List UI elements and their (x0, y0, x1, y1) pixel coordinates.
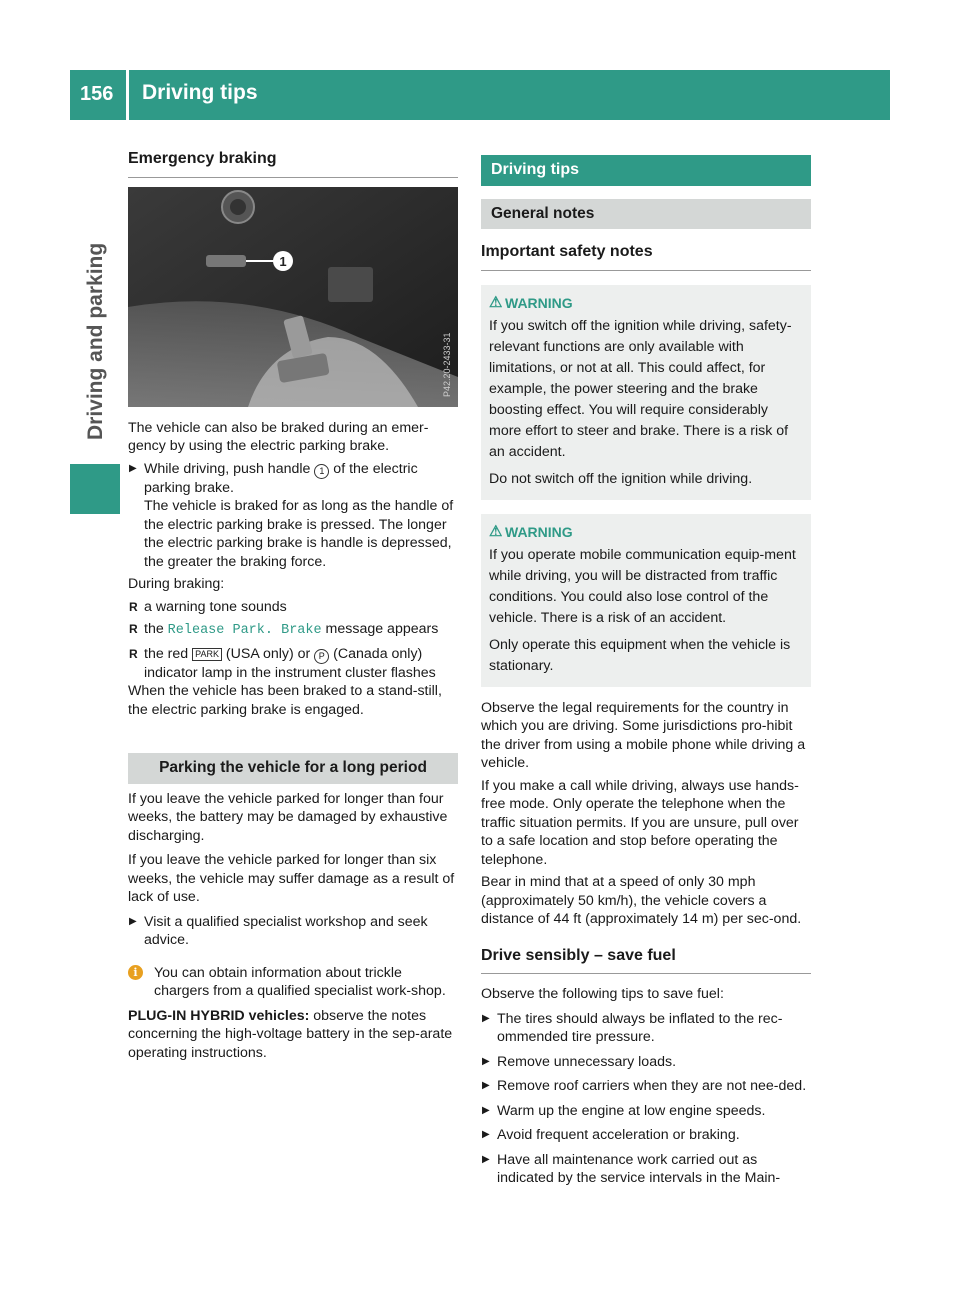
save-fuel-heading: Drive sensibly – save fuel (481, 947, 811, 975)
warning-box-ignition (481, 285, 811, 500)
warning-text: If you operate mobile communication equip-ment while driving, you will be distracted from traffic conditions. You could also lose control of the vehicle. There is a risk of an accident. (489, 546, 796, 626)
park-indicator-icon: PARK (192, 648, 222, 661)
fuel-step-text: Have all maintenance work carried out as indicated by the service intervals in the Main- (497, 1151, 781, 1186)
park-paragraph-2: If you leave the vehicle parked for longer than six weeks, the vehicle may suffer damage as a result of lack of use. (128, 852, 455, 905)
fuel-step-text: The tires should always be inflated to the rec-ommended tire pressure. (497, 1010, 783, 1045)
safety-notes-heading: Important safety notes (481, 243, 811, 271)
emergency-braking-heading: Emergency braking (128, 150, 458, 178)
bullet-text: a warning tone sounds (144, 598, 287, 615)
fuel-step-text: Avoid frequent acceleration or braking. (497, 1127, 740, 1143)
handsfree-paragraph: If you make a call while driving, always use hands-free mode. Only operate the telephone when the traffic situation permits. If you are unsure, pull over to a safe location and stop before operating the telephone. (481, 777, 799, 868)
park-paragraph-1: If you leave the vehicle parked for longer than four weeks, the battery may be damaged by exhaustive discharging. (128, 790, 448, 844)
photo-callout-number: 1 (279, 253, 287, 269)
list-item (128, 620, 458, 641)
list-item (128, 645, 458, 683)
right-column (481, 155, 811, 1188)
page-number: 156 (80, 83, 114, 105)
fuel-step-text: Warm up the engine at low engine speeds. (497, 1102, 766, 1119)
list-item (481, 1102, 811, 1121)
step-text-b: of the electric parking brake. (144, 460, 418, 496)
info-text: You can obtain information about trickle chargers from a qualified specialist work-shop. (154, 964, 446, 999)
bullet-text-c: (Canada only) indicator lamp in the instrument cluster flashes (144, 645, 436, 681)
legal-paragraph: Observe the legal requirements for the country in which you are driving. Some jurisdictions pro-hibit the driver from using a mobile phone while driving a vehicle. (481, 699, 806, 771)
bullet-text-a: the (144, 621, 168, 637)
list-item (481, 1126, 811, 1145)
step-note: The vehicle is braked for as long as the handle of the electric parking brake is pressed. The longer the electric parking brake is handle is depressed, the greater the braking force. (144, 498, 454, 570)
warning-label: WARNING (505, 294, 573, 311)
warning-label: WARNING (505, 523, 573, 540)
step-text-a: While driving, push handle (144, 460, 315, 477)
fuel-intro: Observe the following tips to save fuel: (481, 986, 724, 1002)
left-column (128, 150, 458, 1062)
driving-tips-section-title: Driving tips (481, 155, 811, 186)
standstill-text: When the vehicle has been braked to a stand-still, the electric parking brake is engaged. (128, 683, 442, 718)
park-step-text: Visit a qualified specialist workshop and seek advice. (144, 913, 428, 948)
warning-triangle-icon: ⚠ (489, 293, 503, 311)
parking-brake-photo (128, 187, 458, 407)
park-step (128, 913, 458, 950)
info-icon: i (128, 965, 143, 980)
warning-instruction: Only operate this equipment when the vehicle is stationary. (489, 636, 791, 674)
parking-long-period-heading: Parking the vehicle for a long period (128, 753, 458, 784)
warning-triangle-icon: ⚠ (489, 522, 503, 540)
speed-distance-paragraph: Bear in mind that at a speed of only 30 mph (approximately 50 km/h), the vehicle covers a distance of 44 ft (approximately 14 m) per sec-ond. (481, 874, 802, 927)
page-header (70, 70, 890, 120)
photo-code: P42.20-2433-31 (442, 331, 452, 397)
list-item (481, 1010, 811, 1047)
list-item (481, 1077, 811, 1096)
plugin-text: observe the notes concerning the high-voltage battery in the sep-arate operating instructions. (128, 1007, 453, 1061)
emergency-intro: The vehicle can also be braked during an emer-gency by using the electric parking brake. (128, 419, 429, 454)
list-item (481, 1151, 811, 1188)
header-divider (126, 70, 129, 120)
sidebar-marker (70, 464, 120, 514)
warning-instruction: Do not switch off the ignition while driving. (489, 470, 753, 487)
during-braking: During braking: (128, 576, 225, 592)
warning-title (489, 522, 803, 543)
header-title: Driving tips (142, 81, 258, 104)
parking-brake-illustration (128, 187, 458, 407)
list-item (481, 1053, 811, 1072)
general-notes-heading: General notes (481, 199, 811, 230)
parking-brake-indicator-icon: P (314, 649, 329, 664)
warning-title (489, 293, 803, 314)
warning-text: If you switch off the ignition while driving, safety-relevant functions are only available with limitations, or not at all. This could affect, for example, the power steering and the brake boosting effect. You will require considerably more effort to steer and brake. There is a risk of an accident. (489, 317, 792, 460)
bullet-text-b: (USA only) or (221, 645, 315, 662)
bullet-text-b: message appears (321, 621, 439, 637)
callout-1-icon: 1 (314, 464, 329, 479)
emergency-step (128, 460, 458, 572)
list-item (128, 598, 458, 617)
plugin-label: PLUG-IN HYBRID vehicles: (128, 1007, 310, 1024)
display-message: Release Park. Brake (167, 623, 322, 638)
bullet-text-a: the red (144, 645, 193, 662)
fuel-step-text: Remove roof carriers when they are not nee-ded. (497, 1078, 807, 1094)
info-note (128, 964, 458, 1001)
warning-box-mobile (481, 514, 811, 687)
sidebar-chapter-label: Driving and parking (84, 242, 107, 440)
plugin-note (128, 1007, 458, 1063)
fuel-step-text: Remove unnecessary loads. (497, 1053, 677, 1070)
